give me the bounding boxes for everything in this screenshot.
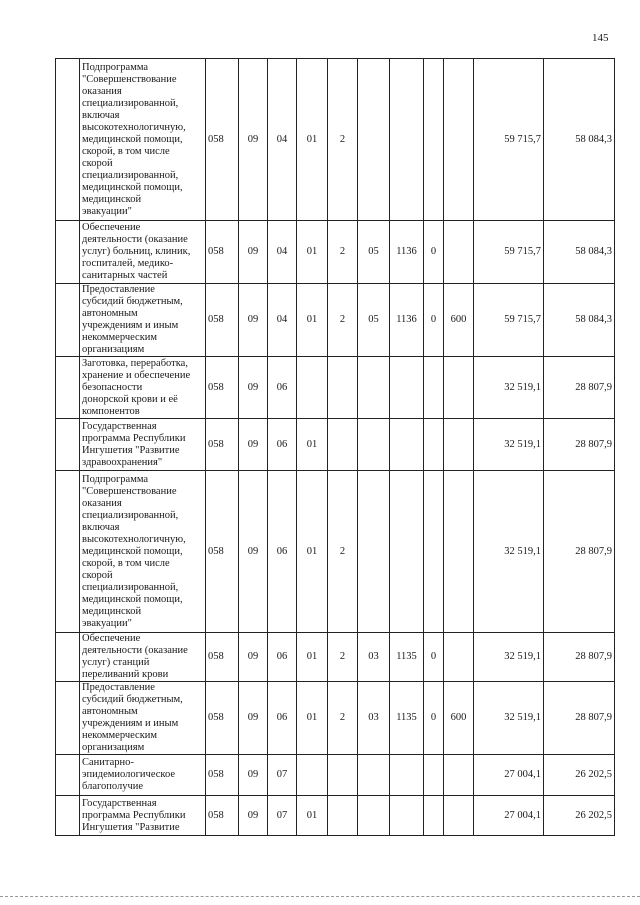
code-cell-c1: 058 [206, 357, 239, 419]
code-cell-c4: 01 [297, 59, 328, 221]
code-cell-c6 [358, 419, 390, 471]
code-cell-c5: 2 [328, 682, 358, 755]
code-cell-c5: 2 [328, 221, 358, 284]
amount-cell-a2: 28 807,9 [544, 357, 615, 419]
code-cell-c7: 1136 [390, 221, 424, 284]
code-cell-c4: 01 [297, 633, 328, 682]
row-name-cell: Санитарно- эпидемиологическое благополучие [80, 755, 206, 796]
code-cell-c5: 2 [328, 284, 358, 357]
footer-dashed-line [0, 896, 640, 897]
code-cell-c7: 1135 [390, 682, 424, 755]
code-cell-c2: 09 [239, 357, 268, 419]
table-row [56, 419, 615, 471]
code-cell-c8: 0 [424, 284, 444, 357]
table-row [56, 682, 615, 755]
code-cell-c3: 06 [268, 633, 297, 682]
table-row [56, 796, 615, 836]
amount-cell-a1: 32 519,1 [474, 682, 544, 755]
code-cell-c1: 058 [206, 633, 239, 682]
table-row [56, 633, 615, 682]
code-cell-c1: 058 [206, 682, 239, 755]
code-cell-c3: 06 [268, 471, 297, 633]
table-row [56, 755, 615, 796]
table-row [56, 357, 615, 419]
amount-cell-a2: 58 084,3 [544, 221, 615, 284]
code-cell-c2: 09 [239, 755, 268, 796]
amount-cell-a2: 28 807,9 [544, 471, 615, 633]
row-name-cell: Подпрограмма "Совершенствование оказания специализированной, включая высокотехнологичную, медицинской помощи, скорой, в том числе скорой специализированной, медицинской помощи, медицинской эвакуации" [80, 471, 206, 633]
amount-cell-a1: 32 519,1 [474, 471, 544, 633]
code-cell-c6 [358, 796, 390, 836]
code-cell-c4: 01 [297, 796, 328, 836]
code-cell-c9 [444, 471, 474, 633]
blank-cell [56, 682, 80, 755]
code-cell-c2: 09 [239, 471, 268, 633]
code-cell-c9 [444, 796, 474, 836]
table-row [56, 284, 615, 357]
code-cell-c6 [358, 59, 390, 221]
code-cell-c2: 09 [239, 59, 268, 221]
amount-cell-a1: 32 519,1 [474, 357, 544, 419]
amount-cell-a1: 59 715,7 [474, 284, 544, 357]
code-cell-c3: 07 [268, 796, 297, 836]
code-cell-c4: 01 [297, 419, 328, 471]
code-cell-c4 [297, 755, 328, 796]
code-cell-c6: 03 [358, 633, 390, 682]
code-cell-c1: 058 [206, 419, 239, 471]
code-cell-c7 [390, 59, 424, 221]
code-cell-c8 [424, 357, 444, 419]
table-row [56, 59, 615, 221]
table-row [56, 221, 615, 284]
amount-cell-a1: 59 715,7 [474, 59, 544, 221]
amount-cell-a2: 28 807,9 [544, 682, 615, 755]
row-name-cell: Государственная программа Республики Ингушетия "Развитие [80, 796, 206, 836]
code-cell-c3: 04 [268, 284, 297, 357]
code-cell-c4: 01 [297, 471, 328, 633]
blank-cell [56, 471, 80, 633]
amount-cell-a1: 32 519,1 [474, 633, 544, 682]
code-cell-c5: 2 [328, 633, 358, 682]
page-number: 145 [592, 32, 609, 44]
code-cell-c2: 09 [239, 284, 268, 357]
blank-cell [56, 755, 80, 796]
blank-cell [56, 221, 80, 284]
budget-table [55, 58, 615, 836]
code-cell-c8: 0 [424, 682, 444, 755]
code-cell-c8: 0 [424, 221, 444, 284]
blank-cell [56, 284, 80, 357]
amount-cell-a2: 28 807,9 [544, 419, 615, 471]
code-cell-c3: 04 [268, 59, 297, 221]
code-cell-c6: 05 [358, 221, 390, 284]
blank-cell [56, 357, 80, 419]
row-name-cell: Предоставление субсидий бюджетным, автономным учреждениям и иным некоммерческим организациям [80, 284, 206, 357]
code-cell-c3: 06 [268, 419, 297, 471]
blank-cell [56, 419, 80, 471]
code-cell-c1: 058 [206, 471, 239, 633]
code-cell-c8 [424, 471, 444, 633]
amount-cell-a2: 28 807,9 [544, 633, 615, 682]
row-name-cell: Обеспечение деятельности (оказание услуг) станций переливаний крови [80, 633, 206, 682]
code-cell-c6: 05 [358, 284, 390, 357]
code-cell-c2: 09 [239, 633, 268, 682]
code-cell-c9 [444, 633, 474, 682]
amount-cell-a2: 26 202,5 [544, 755, 615, 796]
code-cell-c9 [444, 59, 474, 221]
row-name-cell: Заготовка, переработка, хранение и обеспечение безопасности донорской крови и её компонентов [80, 357, 206, 419]
code-cell-c5: 2 [328, 471, 358, 633]
code-cell-c8 [424, 755, 444, 796]
amount-cell-a1: 32 519,1 [474, 419, 544, 471]
code-cell-c7 [390, 419, 424, 471]
code-cell-c1: 058 [206, 59, 239, 221]
code-cell-c8 [424, 796, 444, 836]
amount-cell-a2: 26 202,5 [544, 796, 615, 836]
row-name-cell: Предоставление субсидий бюджетным, автономным учреждениям и иным некоммерческим организациям [80, 682, 206, 755]
code-cell-c9: 600 [444, 682, 474, 755]
row-name-cell: Подпрограмма "Совершенствование оказания специализированной, включая высокотехнологичную, медицинской помощи, скорой, в том числе скорой специализированной, медицинской помощи, медицинской эвакуации" [80, 59, 206, 221]
code-cell-c4: 01 [297, 221, 328, 284]
code-cell-c4 [297, 357, 328, 419]
code-cell-c7 [390, 471, 424, 633]
amount-cell-a1: 27 004,1 [474, 755, 544, 796]
code-cell-c5 [328, 419, 358, 471]
code-cell-c2: 09 [239, 682, 268, 755]
code-cell-c7 [390, 796, 424, 836]
code-cell-c7 [390, 357, 424, 419]
row-name-cell: Государственная программа Республики Ингушетия "Развитие здравоохранения" [80, 419, 206, 471]
code-cell-c5 [328, 755, 358, 796]
code-cell-c6 [358, 471, 390, 633]
code-cell-c5 [328, 357, 358, 419]
code-cell-c1: 058 [206, 221, 239, 284]
code-cell-c1: 058 [206, 796, 239, 836]
code-cell-c3: 06 [268, 682, 297, 755]
code-cell-c7: 1136 [390, 284, 424, 357]
code-cell-c7: 1135 [390, 633, 424, 682]
code-cell-c3: 04 [268, 221, 297, 284]
code-cell-c5: 2 [328, 59, 358, 221]
code-cell-c8 [424, 59, 444, 221]
code-cell-c4: 01 [297, 682, 328, 755]
code-cell-c5 [328, 796, 358, 836]
code-cell-c6 [358, 755, 390, 796]
blank-cell [56, 796, 80, 836]
code-cell-c3: 06 [268, 357, 297, 419]
code-cell-c2: 09 [239, 419, 268, 471]
code-cell-c1: 058 [206, 755, 239, 796]
code-cell-c9 [444, 357, 474, 419]
code-cell-c2: 09 [239, 221, 268, 284]
code-cell-c9: 600 [444, 284, 474, 357]
code-cell-c8 [424, 419, 444, 471]
blank-cell [56, 633, 80, 682]
row-name-cell: Обеспечение деятельности (оказание услуг) больниц, клиник, госпиталей, медико- санитарных частей [80, 221, 206, 284]
code-cell-c4: 01 [297, 284, 328, 357]
amount-cell-a1: 27 004,1 [474, 796, 544, 836]
amount-cell-a2: 58 084,3 [544, 284, 615, 357]
code-cell-c8: 0 [424, 633, 444, 682]
code-cell-c9 [444, 221, 474, 284]
amount-cell-a1: 59 715,7 [474, 221, 544, 284]
code-cell-c3: 07 [268, 755, 297, 796]
code-cell-c9 [444, 755, 474, 796]
code-cell-c7 [390, 755, 424, 796]
amount-cell-a2: 58 084,3 [544, 59, 615, 221]
blank-cell [56, 59, 80, 221]
code-cell-c6 [358, 357, 390, 419]
code-cell-c2: 09 [239, 796, 268, 836]
code-cell-c9 [444, 419, 474, 471]
code-cell-c1: 058 [206, 284, 239, 357]
table-row [56, 471, 615, 633]
code-cell-c6: 03 [358, 682, 390, 755]
